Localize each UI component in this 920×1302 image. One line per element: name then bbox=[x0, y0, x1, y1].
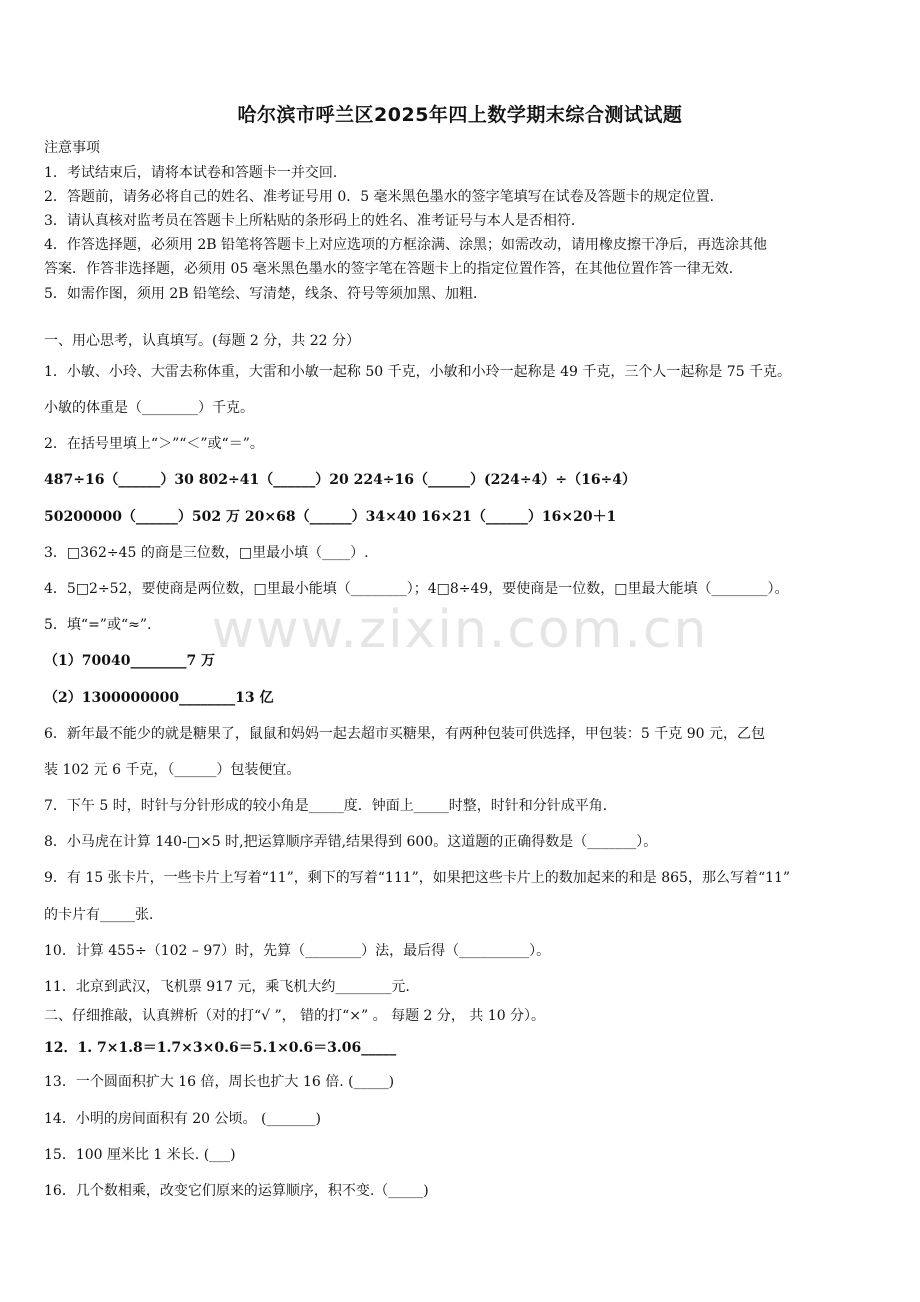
section-heading: 二、仔细推敲，认真辨析（对的打“√ ”， 错的打“×” 。 每题 2 分， 共 10 分）。 bbox=[44, 1008, 546, 1024]
page-title: 哈尔滨市呼兰区2025年四上数学期末综合测试试题 bbox=[237, 104, 683, 126]
question-line: 50200000（______）502 万 20×68（______）34×40 16×21（______）16×20＋1 bbox=[44, 509, 617, 525]
question-line: 13．一个圆面积扩大 16 倍，周长也扩大 16 倍. (_____) bbox=[44, 1074, 395, 1090]
question-line: 11．北京到武汉，飞机票 917 元，乘飞机大约________元. bbox=[44, 979, 410, 995]
question-line: 16．几个数相乘，改变它们原来的运算顺序，积不变.（_____) bbox=[44, 1183, 429, 1199]
notice-heading: 注意事项 bbox=[44, 140, 100, 156]
question-line: 小敏的体重是（________）千克。 bbox=[44, 400, 254, 416]
question-line: 的卡片有_____张． bbox=[44, 907, 163, 923]
question-line: 装 102 元 6 千克，（______）包装便宜。 bbox=[44, 762, 301, 778]
watermark: www.zixin.com.cn bbox=[211, 600, 709, 660]
question-line: 7．下午 5 时，时针与分针形成的较小角是_____度．钟面上_____时整，时针和分针成平角． bbox=[44, 798, 617, 814]
notice-item: 2．答题前，请务必将自己的姓名、准考证号用 0．5 毫米黑色墨水的签字笔填写在试卷及答题卡的规定位置． bbox=[44, 189, 724, 205]
question-line: 8．小马虎在计算 140-□×5 时,把运算顺序弄错,结果得到 600。这道题的正确得数是（_______）。 bbox=[44, 834, 658, 850]
notice-item: 3．请认真核对监考员在答题卡上所粘贴的条形码上的姓名、准考证号与本人是否相符． bbox=[44, 213, 585, 229]
question-line: 1．小敏、小玲、大雷去称体重，大雷和小敏一起称 50 千克，小敏和小玲一起称是 49 千克，三个人一起称是 75 千克。 bbox=[44, 364, 792, 380]
question-line: （1）70040________7 万 bbox=[44, 653, 216, 669]
question-line: 5．填“=”或“≈”. bbox=[44, 617, 152, 633]
question-line: 15．100 厘米比 1 米长. (___) bbox=[44, 1147, 236, 1163]
question-line: 9．有 15 张卡片，一些卡片上写着“11”，剩下的写着“111”，如果把这些卡片上的数加起来的和是 865，那么写着“11” bbox=[44, 870, 791, 886]
section-heading: 一、用心思考，认真填写。(每题 2 分，共 22 分） bbox=[44, 333, 360, 349]
question-line: 487÷16（______）30 802÷41（______）20 224÷16（______）(224÷4）÷（16÷4） bbox=[44, 472, 637, 488]
question-line: （2）1300000000________13 亿 bbox=[44, 690, 274, 706]
question-line: 2．在括号里填上“＞”“＜”或“＝”。 bbox=[44, 436, 264, 452]
question-line: 10．计算 455÷（102 – 97）时，先算（________）法，最后得（__________）。 bbox=[44, 943, 551, 959]
question-line: 12．1. 7×1.8＝1.7×3×0.6＝5.1×0.6＝3.06_____ bbox=[44, 1040, 397, 1056]
notice-item: 1．考试结束后，请将本试卷和答题卡一并交回． bbox=[44, 165, 347, 181]
notice-item: 4．作答选择题，必须用 2B 铅笔将答题卡上对应选项的方框涂满、涂黑；如需改动，请用橡皮擦干净后，再选涂其他 bbox=[44, 237, 767, 253]
question-line: 6．新年最不能少的就是糖果了，鼠鼠和妈妈一起去超市买糖果，有两种包装可供选择，甲包装：5 千克 90 元，乙包 bbox=[44, 726, 765, 742]
question-line: 3．□362÷45 的商是三位数，□里最小填（____）. bbox=[44, 545, 369, 561]
question-line: 4．5□2÷52，要使商是两位数，□里最小能填（________）；4□8÷49，要使商是一位数，□里最大能填（________）。 bbox=[44, 581, 789, 597]
question-line: 14．小明的房间面积有 20 公顷。 (_______) bbox=[44, 1111, 321, 1127]
notice-item: 答案．作答非选择题，必须用 05 毫米黑色墨水的签字笔在答题卡上的指定位置作答，在其他位置作答一律无效． bbox=[44, 261, 743, 277]
notice-item: 5．如需作图，须用 2B 铅笔绘、写清楚，线条、符号等须加黑、加粗． bbox=[44, 286, 488, 302]
